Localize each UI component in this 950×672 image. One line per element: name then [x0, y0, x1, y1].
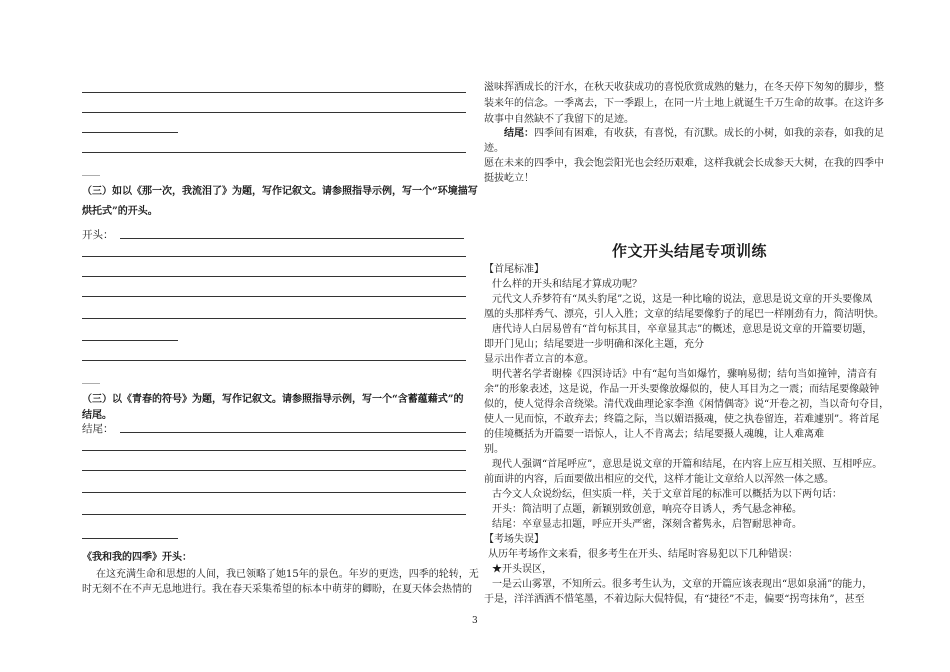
section-heading-standards: 【首尾标准】: [484, 264, 544, 275]
paragraph-line: 于是，洋洋洒洒不惜笔墨，不着边际大侃特侃，有“捷径”不走，偏要“拐弯抹角”，甚至: [484, 594, 865, 605]
answer-line[interactable]: [82, 256, 466, 257]
paragraph-line: 似的，使人觉得余音绕梁。清代戏曲理论家李渔《闲情偶寄》说“开卷之初，当以奇句夺目，: [484, 399, 890, 410]
answer-line[interactable]: [82, 112, 466, 113]
paragraph-line: 唐代诗人白居易曾有“首句标其目，卒章显其志”的概述，意思是说文章的开篇要切题，: [492, 324, 873, 335]
essay-heading: 《我和我的四季》开头：: [82, 552, 192, 563]
essay-continued-line: 故事中自然缺不了我留下的足迹。: [484, 114, 634, 125]
question-4-prompt: （三）以《青春的符号》为题，写作记叙文。请参照指导示例，写一个“含蓄蕴藉式”的: [82, 394, 464, 405]
paragraph-line: 的佳境概括为开篇要一语惊人，让人不肯离去；结尾要摄人魂魄，让人难离难: [484, 429, 824, 440]
answer-line[interactable]: [82, 514, 466, 515]
answer-line-short[interactable]: [82, 340, 178, 341]
answer-line[interactable]: [82, 92, 466, 93]
answer-line[interactable]: [82, 296, 466, 297]
essay-continued-line: 滋味挥洒成长的汗水，在秋天收获成功的喜悦欣赏成熟的魅力，在冬天停下匆匆的脚步，整: [484, 82, 884, 93]
answer-line[interactable]: [82, 492, 466, 493]
blank-tail: ____: [82, 374, 100, 384]
question-3-prompt-cont: 烘托式”的开头。: [82, 206, 158, 217]
section-title: 作文开头结尾专项训练: [612, 242, 768, 260]
paragraph-line: 前面讲的内容，后面要做出相应的交代，这样才能让文章给人以浑然一体之感。: [484, 474, 834, 485]
essay-ending: [504, 126, 884, 141]
blank-tail: ____: [82, 166, 100, 176]
page-number: 3: [472, 616, 478, 626]
paragraph-line: 从历年考场作文来看，很多考生在开头、结尾时容易犯以下几种错误：: [488, 549, 798, 560]
paragraph-line: 余”的形象表述，这是说，作品一开头要像放爆似的，使人耳目为之一震；而结尾要像敲钟: [484, 384, 880, 395]
answer-line[interactable]: [82, 360, 466, 361]
paragraph-line: 使人一见而惊，不敢弃去；终篇之际，当以媚语摄魂，使之执卷留连，若难遽别”。将首尾: [484, 414, 880, 425]
answer-line[interactable]: [82, 470, 466, 471]
essay-paragraph-line: 时无刻不在不声无息地进行。我在春天采集希望的标本中萌芽的卿盼，在夏天体会热情的: [82, 584, 472, 595]
essay-paragraph-line: 在这充满生命和思想的人间，我已领略了她15年的景色。年岁的更迭，四季的轮转，无: [96, 569, 479, 580]
section-heading-mistakes: 【考场失误】: [484, 534, 544, 545]
answer-line[interactable]: [120, 432, 466, 433]
essay-ending-line: 迹。: [484, 143, 504, 154]
essay-ending-text: 四季间有困难，有收获，有喜悦，有沉默。成长的小树，如我的亲春，如我的足: [534, 128, 884, 139]
answer-line[interactable]: [82, 318, 466, 319]
paragraph-line: 别。: [484, 444, 504, 455]
answer-line[interactable]: [82, 276, 466, 277]
answer-line[interactable]: [120, 238, 464, 239]
paragraph-line: 什么样的开头和结尾才算成功呢？: [492, 279, 642, 290]
essay-ending-line: 愿在未来的四季中，我会饱尝阳光也会经历艰难，这样我就会长成参天大树，在我的四季中: [484, 158, 884, 169]
paragraph-line: 结尾：卒章显志扣题，呼应开头严密，深刻含蓄隽永，启智耐思神奇。: [492, 519, 802, 530]
paragraph-line: 古今文人众说纷纭，但实质一样，关于文章首尾的标准可以概括为以下两句话：: [492, 489, 842, 500]
paragraph-line: 即开门见山；结尾要进一步明确和深化主题，充分: [484, 339, 704, 350]
ending-prefix: 结尾：: [82, 423, 114, 435]
question-4-prompt-cont: 结尾。: [82, 410, 112, 421]
paragraph-line: ★开头误区，: [492, 564, 552, 575]
paragraph-line: 凰的头那样秀气、漂亮，引人入胜；文章的结尾要像豹子的尾巴一样刚劲有力，简洁明快。: [484, 309, 884, 320]
essay-ending-line: 挺拔屹立！: [484, 173, 534, 184]
answer-line[interactable]: [82, 152, 466, 153]
question-3-prompt: （三）如以《那一次，我流泪了》为题，写作记叙文。请参照指导示例，写一个“环境描写: [82, 186, 478, 197]
paragraph-line: 显示出作者立言的本意。: [484, 354, 594, 365]
essay-ending-label: 结尾：: [504, 128, 534, 139]
answer-line-short[interactable]: [82, 538, 178, 539]
paragraph-line: 明代著名学者谢榛《四溟诗话》中有“起句当如爆竹，骤响易彻；结句当如撞钟，清音有: [492, 369, 878, 380]
essay-continued-line: 装来年的信念。一季离去，下一季跟上，在同一片土地上就诞生千万生命的故事。在这许多: [484, 98, 884, 109]
opening-prefix: 开头：: [82, 229, 114, 241]
answer-line[interactable]: [82, 450, 466, 451]
paragraph-line: 开头：简洁明了点题，新颖别致创意，响亮夺目诱人，秀气悬念神秘。: [492, 504, 802, 515]
paragraph-line: 元代文人乔梦符有“凤头豹尾”之说，这是一种比喻的说法，意思是说文章的开头要像凤: [492, 294, 873, 305]
paragraph-line: 现代人强调“首尾呼应”，意思是说文章的开篇和结尾，在内容上应互相关照、互相呼应。: [492, 459, 883, 470]
paragraph-line: 一是云山雾罩，不知所云。很多考生认为，文章的开篇应该表现出“思如泉涌”的能力，: [492, 579, 873, 590]
answer-line-short[interactable]: [82, 132, 178, 133]
